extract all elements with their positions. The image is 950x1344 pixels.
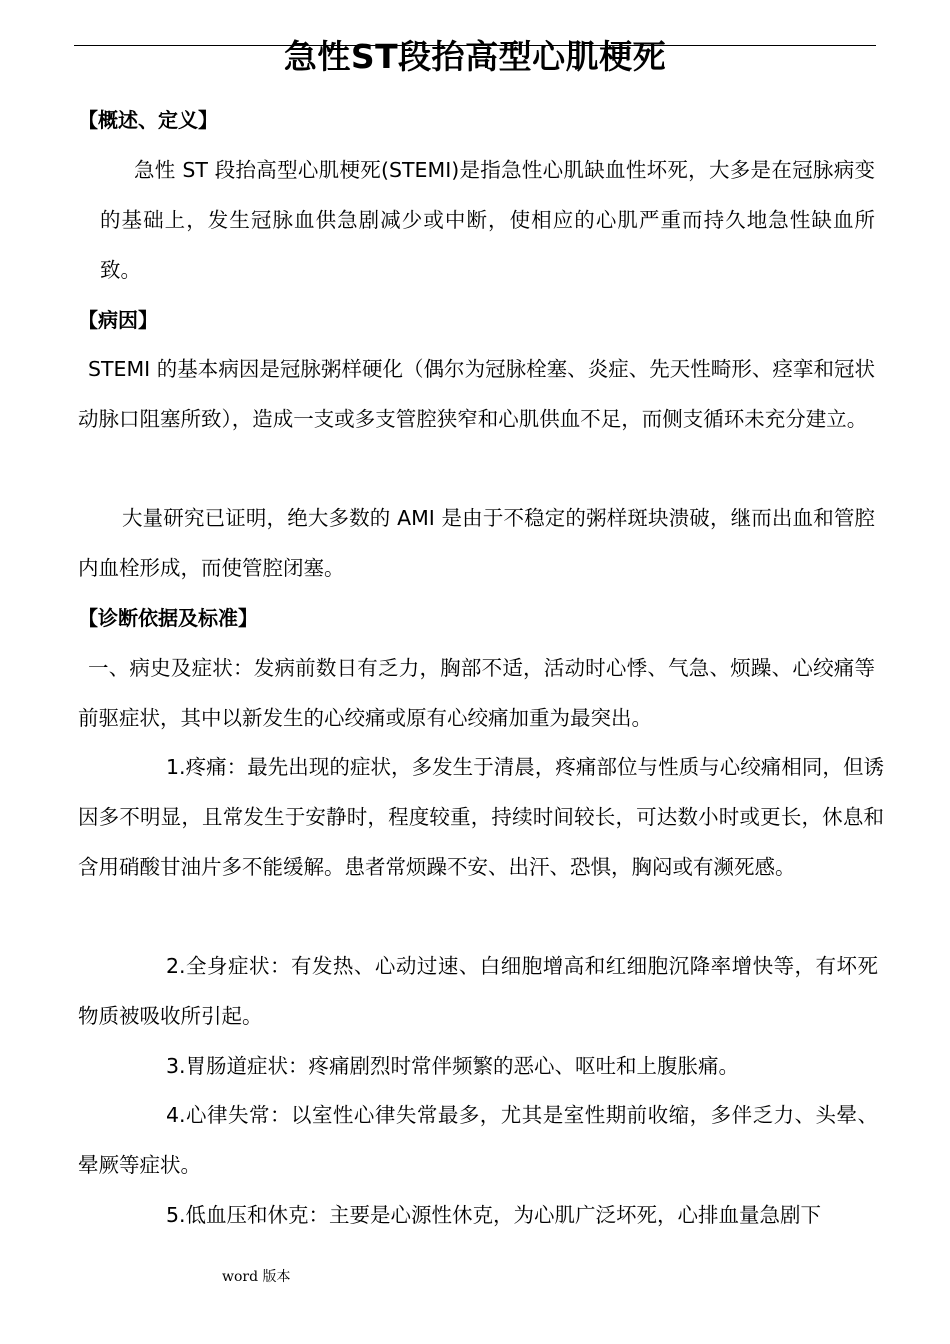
cause-paragraph-2: 大量研究已证明，绝大多数的 AMI 是由于不稳定的粥样斑块溃破，继而出血和管腔内血栓形成，而使管腔闭塞。 — [78, 506, 875, 580]
symptom-item-gastrointestinal: 3.胃肠道症状：疼痛剧烈时常伴频繁的恶心、呕吐和上腹胀痛。 — [166, 1054, 740, 1078]
section-heading-cause: 【病因】 — [78, 308, 158, 332]
document-title: 急性ST段抬高型心肌梗死 — [283, 37, 667, 76]
section-heading-diagnosis: 【诊断依据及标准】 — [78, 606, 258, 630]
section-heading-overview: 【概述、定义】 — [78, 108, 218, 132]
page-footer: word 版本 — [222, 1269, 291, 1285]
cause-paragraph-1: STEMI 的基本病因是冠脉粥样硬化（偶尔为冠脉栓塞、炎症、先天性畸形、痉挛和冠状动脉口阻塞所致），造成一支或多支管腔狭窄和心肌供血不足，而侧支循环未充分建立。 — [78, 357, 875, 431]
symptom-item-arrhythmia: 4.心律失常：以室性心律失常最多，尤其是室性期前收缩，多伴乏力、头晕、晕厥等症状。 — [78, 1103, 878, 1177]
diagnosis-intro-paragraph: 一、病史及症状：发病前数日有乏力，胸部不适，活动时心悸、气急、烦躁、心绞痛等前驱症状，其中以新发生的心绞痛或原有心绞痛加重为最突出。 — [78, 656, 875, 730]
symptom-item-shock: 5.低血压和休克：主要是心源性休克，为心肌广泛坏死，心排血量急剧下 — [166, 1203, 822, 1227]
overview-paragraph: 急性 ST 段抬高型心肌梗死(STEMI)是指急性心肌缺血性坏死，大多是在冠脉病变的基础上，发生冠脉血供急剧减少或中断，使相应的心肌严重而持久地急性缺血所致。 — [100, 158, 875, 282]
symptom-item-pain: 1.疼痛：最先出现的症状，多发生于清晨，疼痛部位与性质与心绞痛相同，但诱因多不明显，且常发生于安静时，程度较重，持续时间较长，可达数小时或更长，休息和含用硝酸甘油片多不能缓解。患者常烦躁不安、出汗、恐惧，胸闷或有濒死感。 — [78, 755, 884, 879]
symptom-item-systemic: 2.全身症状：有发热、心动过速、白细胞增高和红细胞沉降率增快等，有坏死物质被吸收所引起。 — [78, 954, 878, 1028]
